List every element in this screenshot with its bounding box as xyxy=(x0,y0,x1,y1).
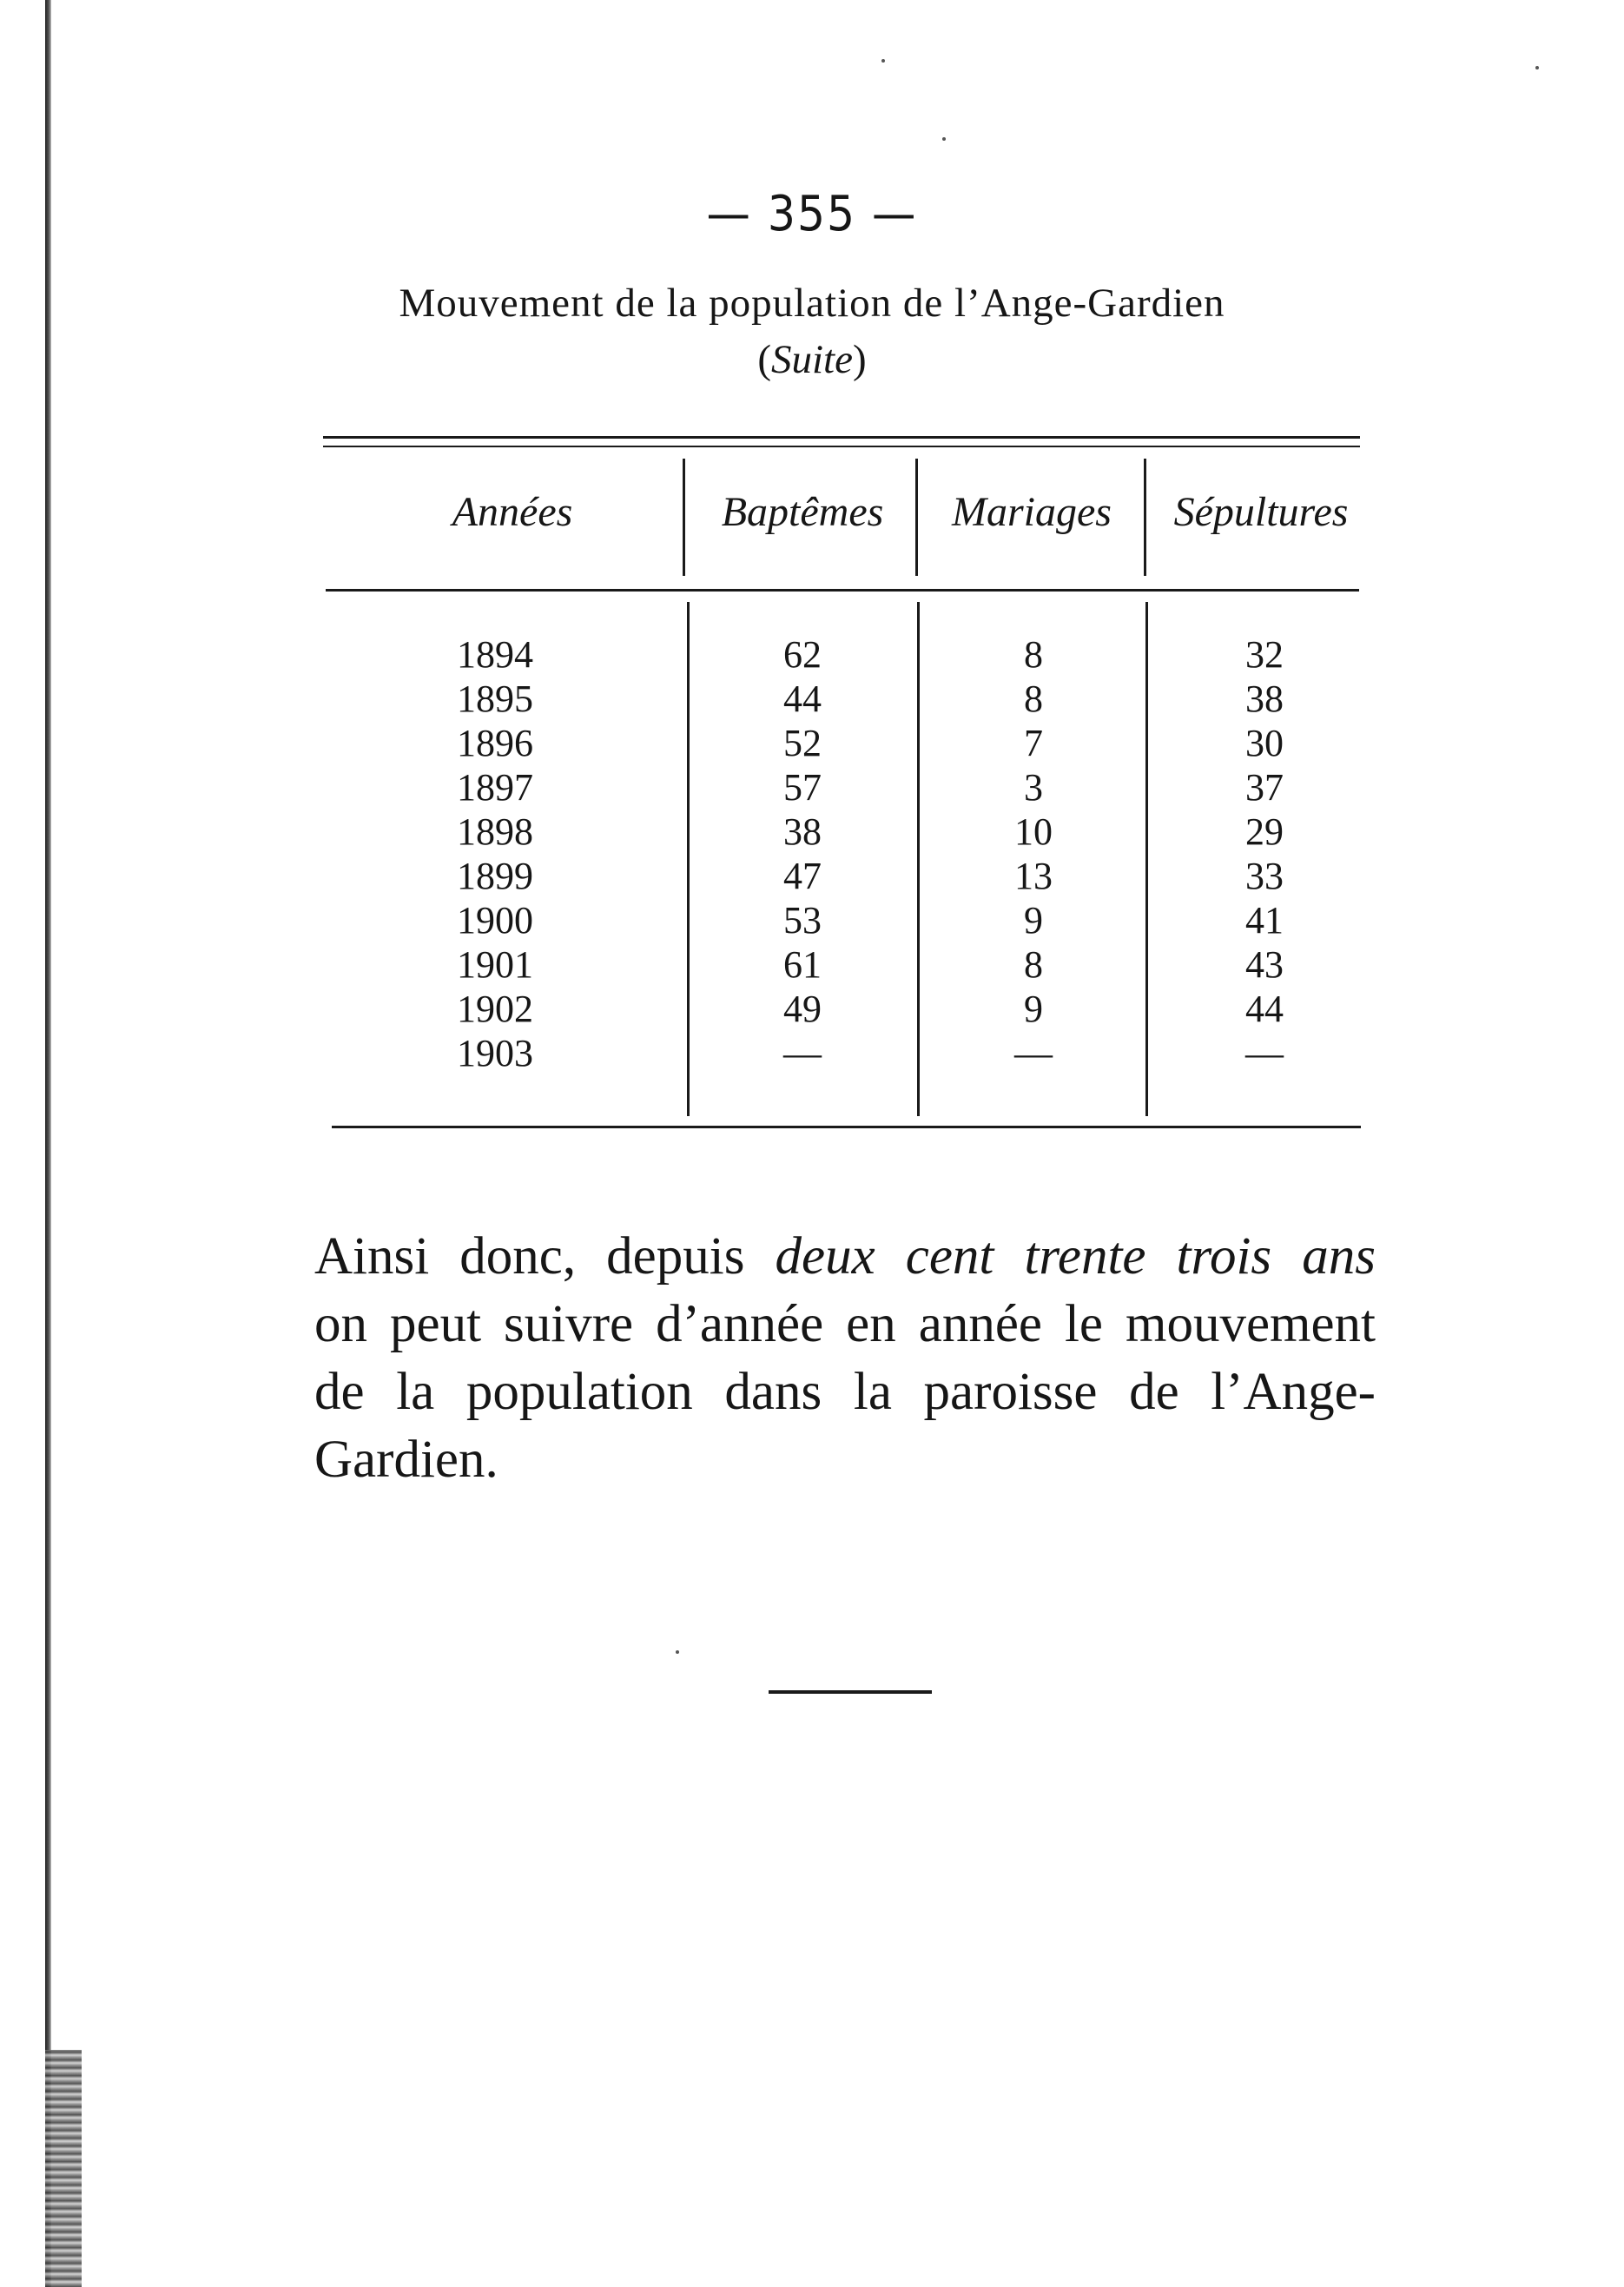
paragraph-emphasis: deux cent trente trois ans xyxy=(775,1227,1376,1286)
end-rule xyxy=(769,1690,932,1694)
table-cell: 1896 xyxy=(457,722,533,764)
closing-paragraph xyxy=(314,1223,1376,1494)
table-cell: 62 xyxy=(783,633,822,676)
table-cell: 38 xyxy=(783,810,822,853)
table-cell: 32 xyxy=(1245,633,1284,676)
body-column-divider-3 xyxy=(1145,602,1148,1116)
table-cell: 8 xyxy=(1024,943,1043,986)
table-cell: 8 xyxy=(1024,633,1043,676)
header-rule xyxy=(326,589,1359,592)
body-column-divider-1 xyxy=(687,602,690,1116)
subtitle-open-paren: ( xyxy=(757,337,771,382)
table-cell: 37 xyxy=(1245,766,1284,809)
table-cell: 1903 xyxy=(457,1032,533,1074)
table-cell: 44 xyxy=(1245,988,1284,1030)
table-cell: 1894 xyxy=(457,633,533,676)
table-cell: 57 xyxy=(783,766,822,809)
scan-speck xyxy=(676,1650,679,1654)
body-column-divider-2 xyxy=(917,602,920,1116)
table-cell: 47 xyxy=(783,855,822,897)
table-cell: 49 xyxy=(783,988,822,1030)
paragraph-line-4: Gardien. xyxy=(314,1431,498,1489)
header-annees: Années xyxy=(452,489,573,535)
table-cell: 1899 xyxy=(457,855,533,897)
paragraph-line-1 xyxy=(314,1223,1376,1291)
paragraph-line-1-start: Ainsi donc, depuis xyxy=(314,1227,776,1286)
table-cell: 7 xyxy=(1024,722,1043,764)
table-cell: 9 xyxy=(1024,899,1043,942)
table-cell: — xyxy=(1014,1032,1053,1074)
binding-edge-bottom xyxy=(45,2050,82,2287)
column-baptemes xyxy=(724,632,881,1075)
table-cell: 1897 xyxy=(457,766,533,809)
paragraph-line-2: on peut suivre d’année en année le mouvement xyxy=(314,1295,1376,1353)
column-sepultures xyxy=(1186,632,1343,1075)
table-cell: 33 xyxy=(1245,855,1284,897)
table-title: Mouvement de la population de l’Ange-Gardien xyxy=(399,281,1225,326)
paragraph-line-3: de la population dans la paroisse de l’Ange- xyxy=(314,1363,1376,1421)
header-mariages: Mariages xyxy=(952,489,1112,535)
table-cell: 43 xyxy=(1245,943,1284,986)
table-cell: 38 xyxy=(1245,678,1284,720)
header-column-divider-1 xyxy=(683,459,685,576)
scan-speck xyxy=(942,137,946,141)
column-annees xyxy=(408,632,582,1075)
table-cell: 1900 xyxy=(457,899,533,942)
header-baptemes: Baptêmes xyxy=(721,489,884,535)
table-cell: 9 xyxy=(1024,988,1043,1030)
table-cell: 1895 xyxy=(457,678,533,720)
table-cell: 8 xyxy=(1024,678,1043,720)
scan-speck xyxy=(881,59,885,63)
table-cell: 29 xyxy=(1245,810,1284,853)
table-top-rule xyxy=(323,436,1360,439)
table-cell: 30 xyxy=(1245,722,1284,764)
table-cell: — xyxy=(783,1032,822,1074)
header-sepultures: Sépultures xyxy=(1173,489,1349,535)
subtitle-suite: Suite xyxy=(771,337,853,382)
page-number: — 355 — xyxy=(706,186,918,242)
table-cell: 61 xyxy=(783,943,822,986)
table-cell: 53 xyxy=(783,899,822,942)
header-column-divider-3 xyxy=(1144,459,1146,576)
table-cell: 52 xyxy=(783,722,822,764)
table-cell: 13 xyxy=(1014,855,1053,897)
table-subtitle xyxy=(0,336,1624,383)
table-cell: 1902 xyxy=(457,988,533,1030)
column-mariages xyxy=(955,632,1112,1075)
scan-speck xyxy=(1535,66,1539,69)
table-cell: 10 xyxy=(1014,810,1053,853)
table-cell: 1901 xyxy=(457,943,533,986)
table-cell: — xyxy=(1245,1032,1284,1074)
table-bottom-rule xyxy=(332,1126,1361,1128)
subtitle-close-paren: ) xyxy=(852,337,867,382)
table-cell: 3 xyxy=(1024,766,1043,809)
header-column-divider-2 xyxy=(915,459,918,576)
table-cell: 41 xyxy=(1245,899,1284,942)
table-top-rule-inner xyxy=(323,446,1360,447)
table-cell: 44 xyxy=(783,678,822,720)
table-cell: 1898 xyxy=(457,810,533,853)
